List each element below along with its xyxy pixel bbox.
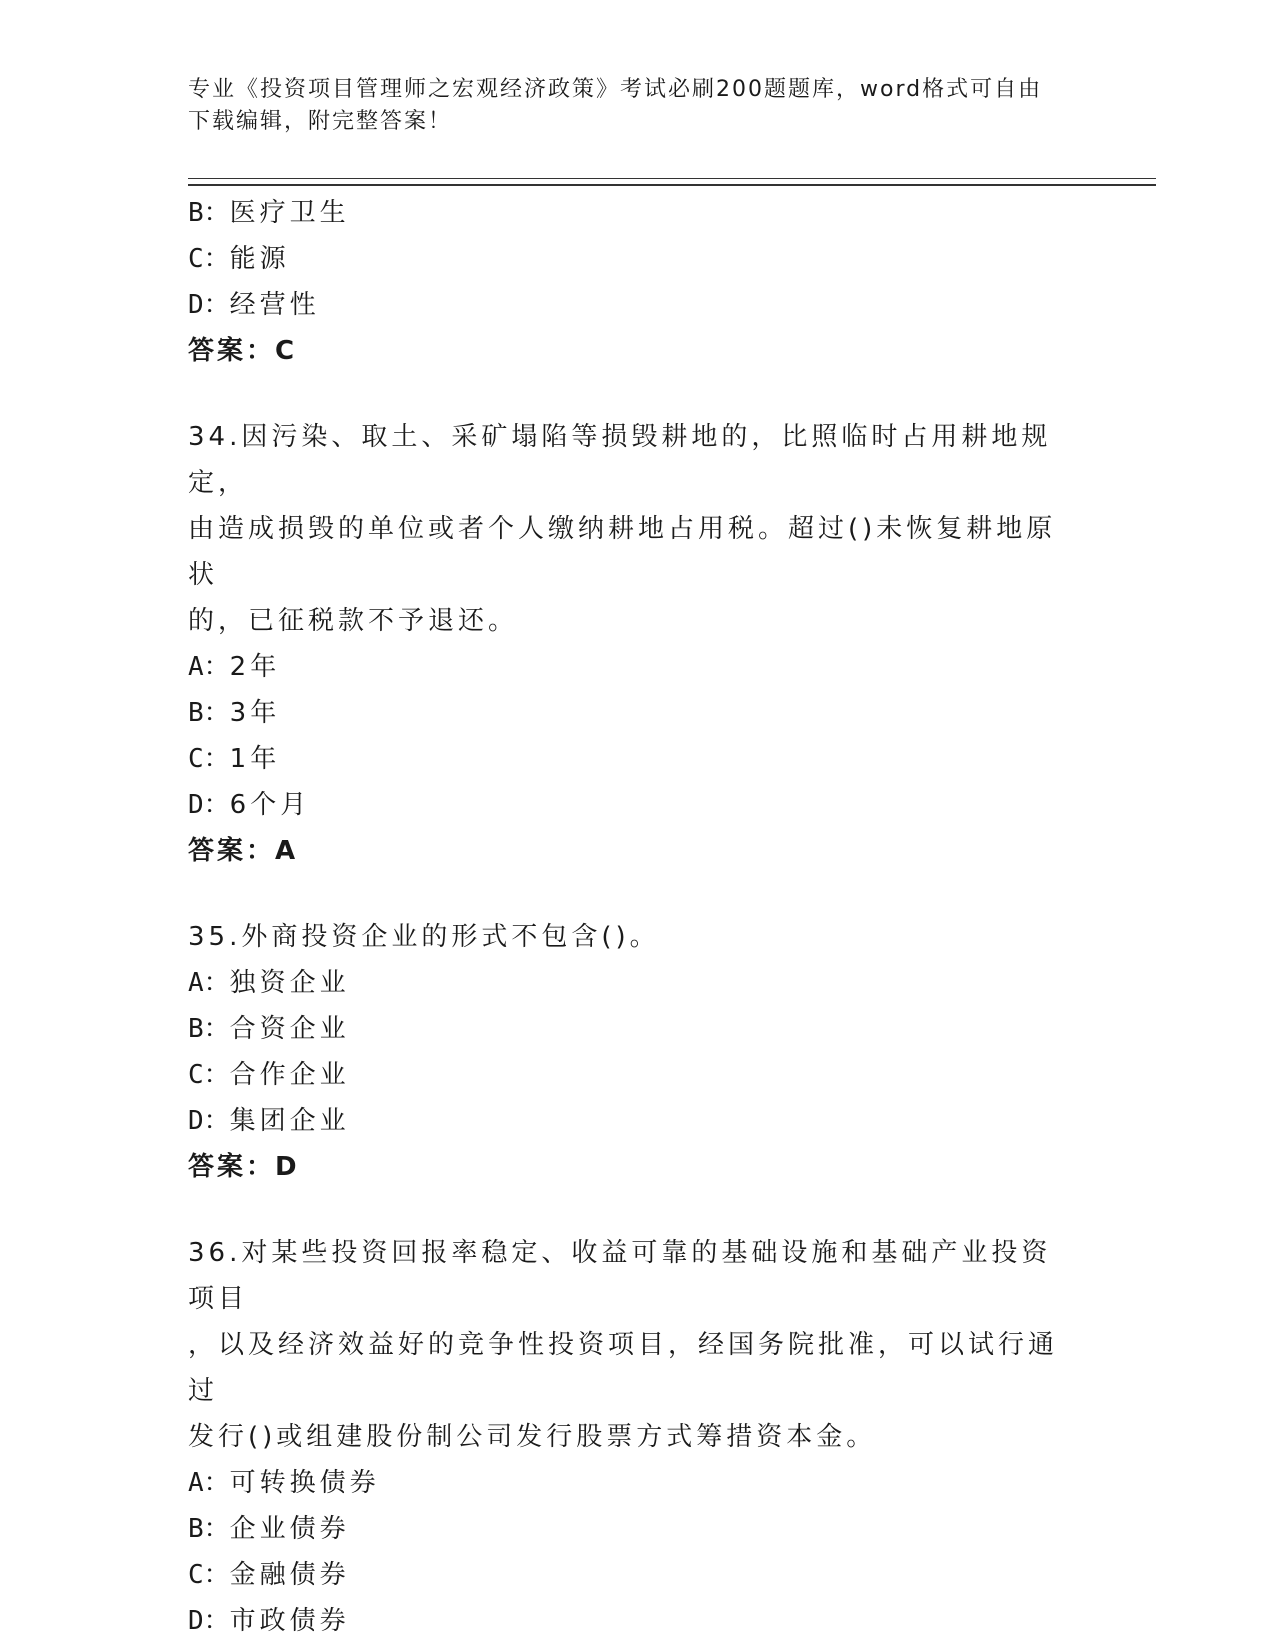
- option-c: C：1年: [188, 744, 281, 774]
- option-c: C：合作企业: [188, 1060, 350, 1090]
- question-line: 35.外商投资企业的形式不包含()。: [188, 922, 660, 952]
- question-line: 由造成损毁的单位或者个人缴纳耕地占用税。超过()未恢复耕地原状: [188, 514, 1057, 590]
- question-line: 34.因污染、取土、采矿塌陷等损毁耕地的，比照临时占用耕地规定，: [188, 422, 1052, 498]
- option-a: A：可转换债券: [188, 1468, 380, 1498]
- option-c: C：金融债券: [188, 1560, 350, 1590]
- question-33-tail: [188, 190, 1088, 374]
- question-35: [188, 914, 1088, 1190]
- question-line: 的，已征税款不予退还。: [188, 606, 519, 636]
- question-36: [188, 1230, 1088, 1644]
- question-line: 36.对某些投资回报率稳定、收益可靠的基础设施和基础产业投资项目: [188, 1238, 1052, 1314]
- question-line: ，以及经济效益好的竞争性投资项目，经国务院批准，可以试行通过: [188, 1330, 1059, 1406]
- option-c: C：能源: [188, 244, 290, 274]
- option-b: B：合资企业: [188, 1014, 350, 1044]
- option-b: B：3年: [188, 698, 281, 728]
- question-text: [188, 414, 1068, 644]
- option-b: B：医疗卫生: [188, 198, 350, 228]
- option-d: D：市政债券: [188, 1606, 350, 1636]
- option-a: A：2年: [188, 652, 281, 682]
- option-a: A：独资企业: [188, 968, 350, 998]
- page-header: [188, 74, 1068, 138]
- option-d: D：集团企业: [188, 1106, 350, 1136]
- answer: 答案：C: [188, 336, 298, 366]
- question-text: [188, 914, 1068, 960]
- option-d: D：6个月: [188, 790, 311, 820]
- option-d: D：经营性: [188, 290, 320, 320]
- answer: 答案：D: [188, 1152, 300, 1182]
- header-line-1: 专业《投资项目管理师之宏观经济政策》考试必刷200题题库，word格式可自由: [188, 77, 1043, 102]
- question-34: [188, 414, 1088, 874]
- answer: 答案：A: [188, 836, 299, 866]
- question-list: [188, 190, 1088, 1644]
- header-divider: [188, 178, 1156, 186]
- question-line: 发行()或组建股份制公司发行股票方式筹措资本金。: [188, 1422, 877, 1452]
- option-b: B：企业债券: [188, 1514, 350, 1544]
- question-text: [188, 1230, 1068, 1460]
- header-line-2: 下载编辑，附完整答案！: [188, 109, 453, 134]
